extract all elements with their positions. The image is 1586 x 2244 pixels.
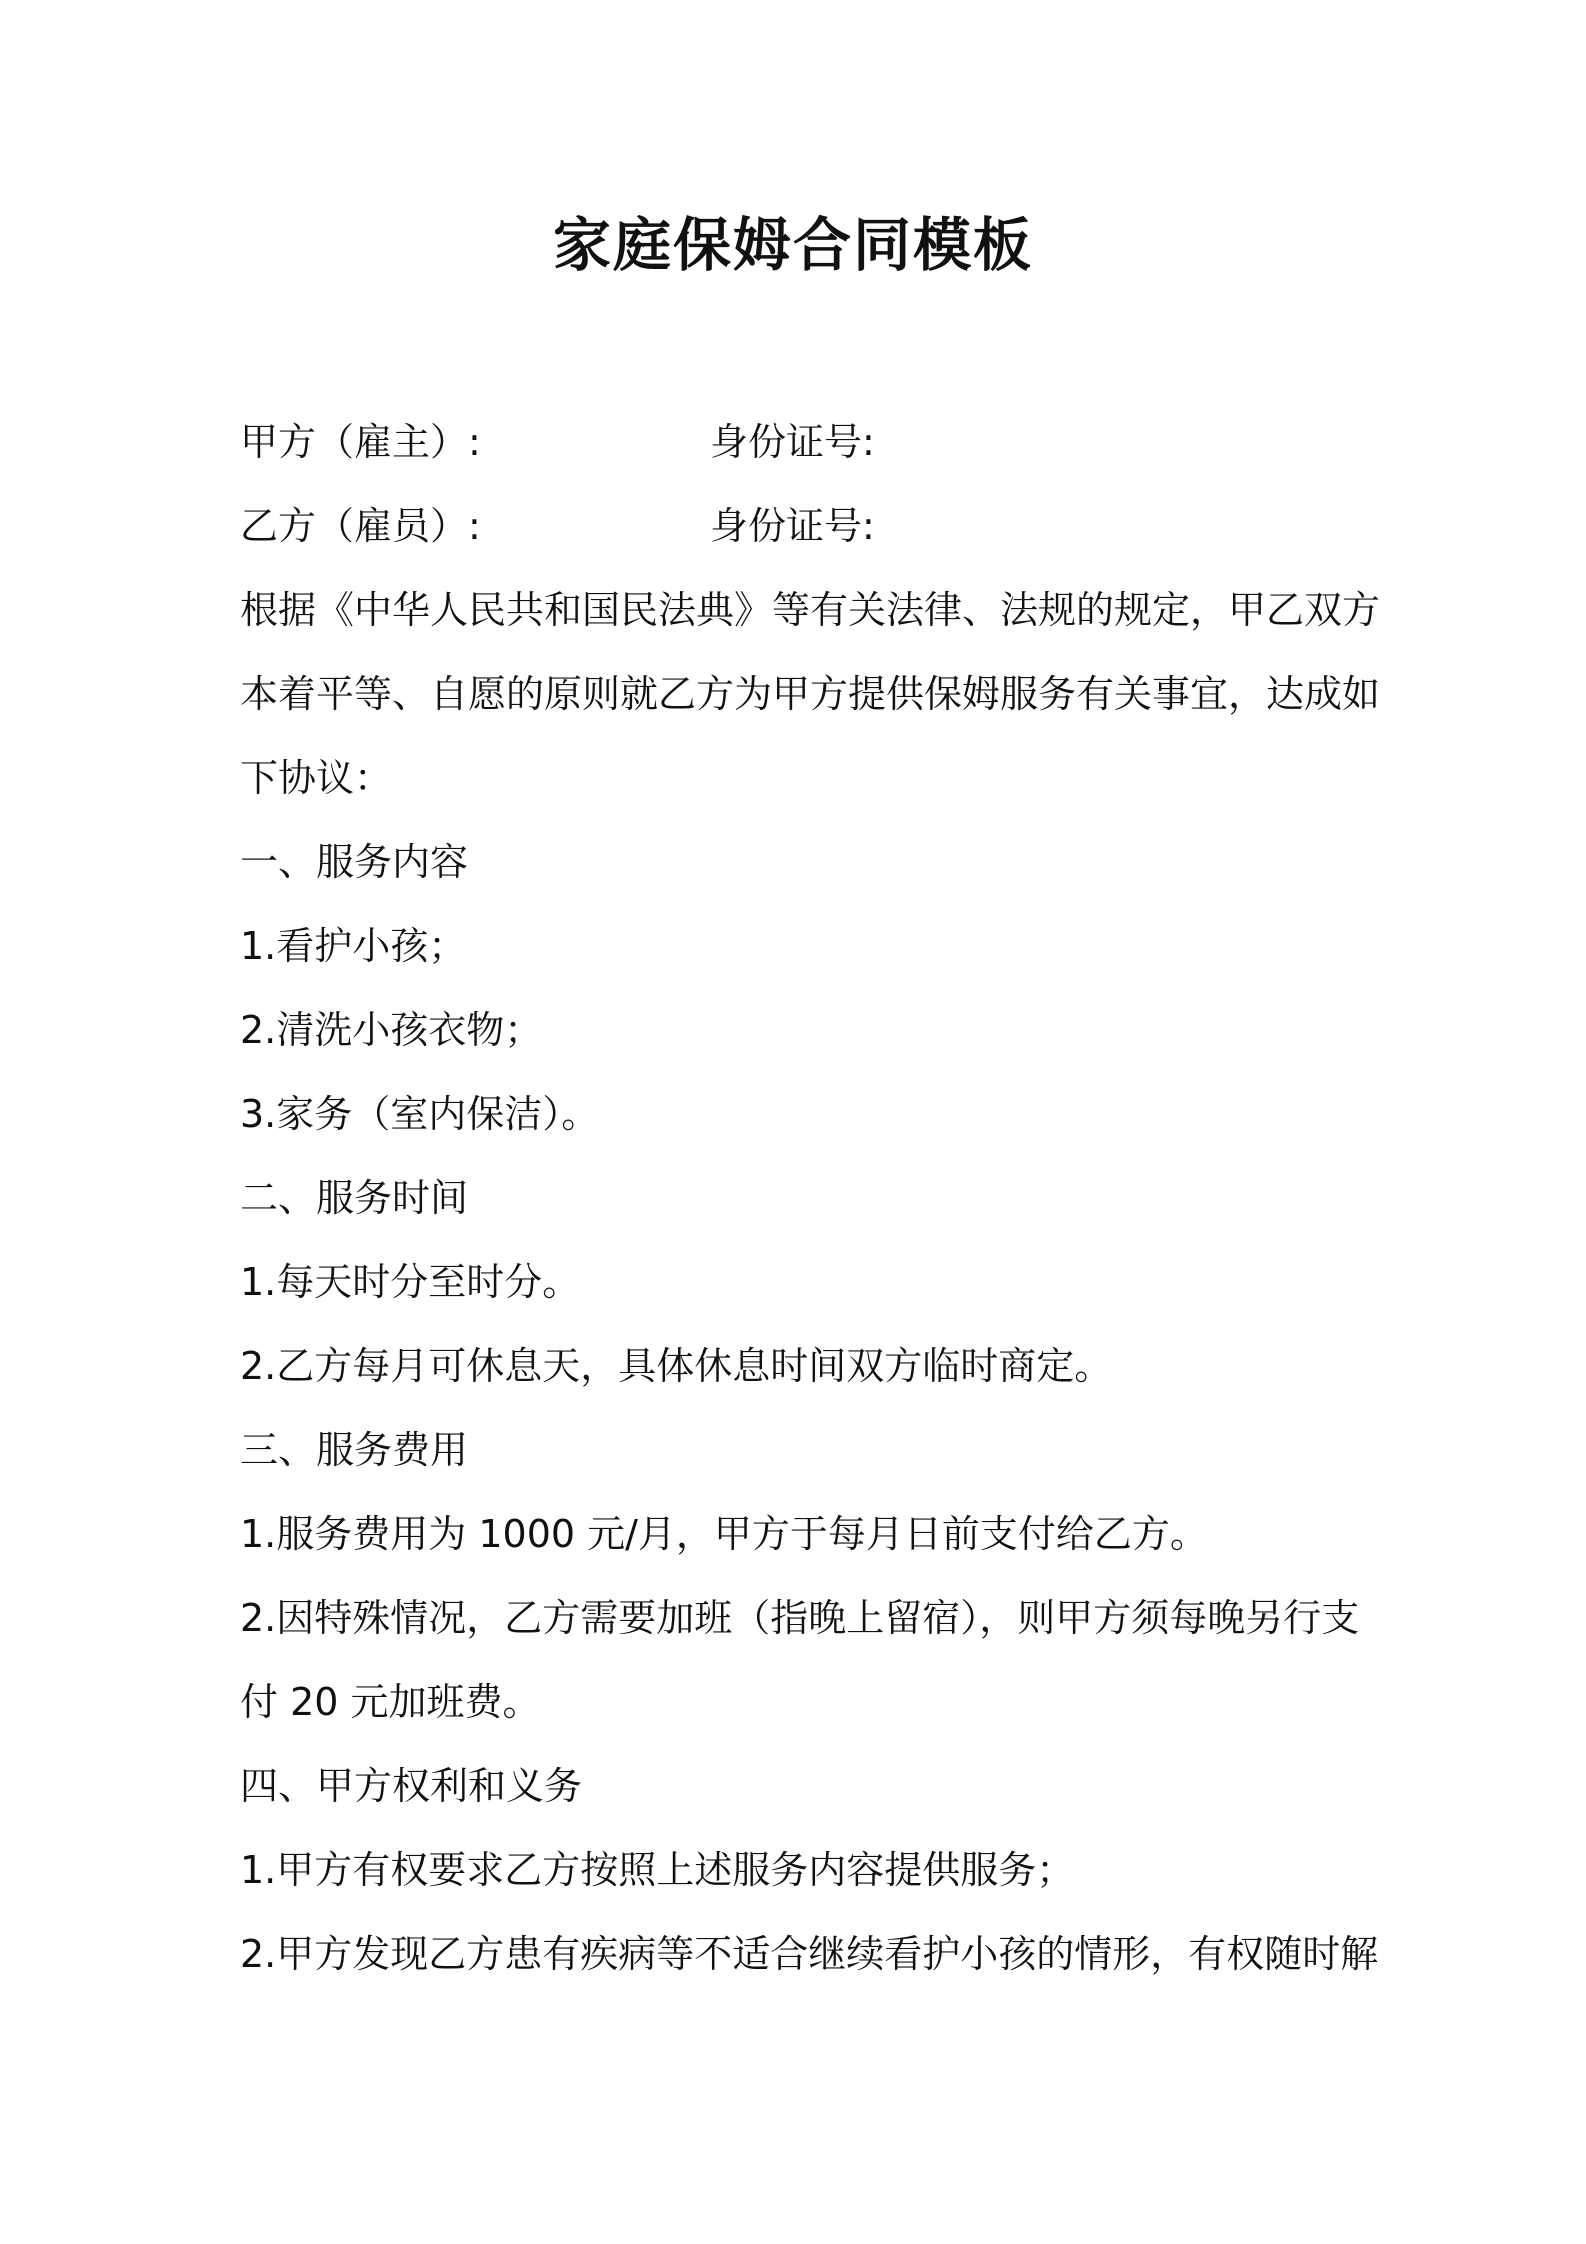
party-b-id-label: 身份证号: — [710, 504, 875, 548]
document-body — [240, 400, 1381, 1996]
clause-line: 2.清洗小孩衣物； — [240, 1008, 543, 1052]
preamble-line: 根据《中华人民共和国民法典》等有关法律、法规的规定，甲乙双方 — [240, 588, 1381, 632]
party-b-row — [240, 484, 1360, 568]
party-a-row — [240, 400, 1360, 484]
preamble-line: 下协议： — [240, 756, 393, 800]
clause-line: 1.甲方有权要求乙方按照上述服务内容提供服务； — [240, 1848, 1075, 1892]
document-title: 家庭保姆合同模板 — [552, 211, 1033, 279]
clause-line: 3.家务（室内保洁）。 — [240, 1092, 600, 1136]
clause-line: 1.看护小孩； — [240, 924, 467, 968]
preamble-line: 本着平等、自愿的原则就乙方为甲方提供保姆服务有关事宜，达成如 — [240, 672, 1381, 716]
clause-line: 付 20 元加班费。 — [240, 1680, 541, 1724]
clause-line: 2.乙方每月可休息天，具体休息时间双方临时商定。 — [240, 1344, 1113, 1388]
section-heading-party-a-rights: 四、甲方权利和义务 — [240, 1764, 583, 1808]
party-a-label: 甲方（雇主）: — [240, 420, 481, 464]
clause-line: 2.因特殊情况，乙方需要加班（指晚上留宿），则甲方须每晚另行支 — [240, 1596, 1360, 1640]
section-heading-service-content: 一、服务内容 — [240, 840, 469, 884]
party-b-label: 乙方（雇员）: — [240, 504, 481, 548]
clause-line: 1.服务费用为 1000 元/月，甲方于每月日前支付给乙方。 — [240, 1512, 1208, 1556]
section-heading-service-time: 二、服务时间 — [240, 1176, 469, 1220]
party-a-id-label: 身份证号: — [710, 420, 875, 464]
clause-line: 1.每天时分至时分。 — [240, 1260, 581, 1304]
clause-line: 2.甲方发现乙方患有疾病等不适合继续看护小孩的情形，有权随时解 — [240, 1932, 1379, 1976]
section-heading-service-fee: 三、服务费用 — [240, 1428, 469, 1472]
